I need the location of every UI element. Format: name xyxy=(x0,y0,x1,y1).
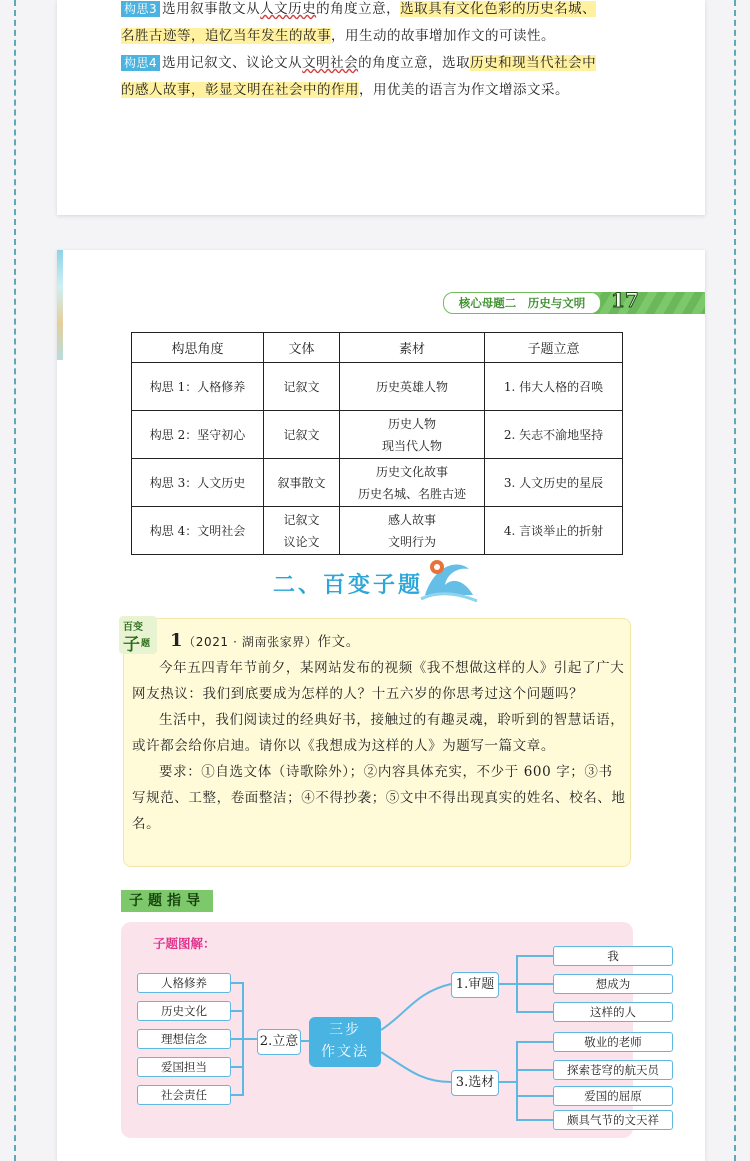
mind-map-node: 想成为 xyxy=(553,974,673,994)
question-text xyxy=(132,628,626,837)
table-row xyxy=(132,507,623,555)
text-segment: 选用叙事散文从 xyxy=(162,1,261,17)
table-cell-theme: 1. 伟大人格的召唤 xyxy=(485,363,623,411)
mind-map-label: 子题图解： xyxy=(153,936,216,951)
text-line xyxy=(121,23,651,50)
text-segment: ，用优美的语言为作文增添文采。 xyxy=(359,82,569,98)
highlighted-text: 名胜古迹等，追忆当年发生的故事 xyxy=(121,28,331,44)
table-cell-theme: 2. 矢志不渝地坚持 xyxy=(485,411,623,459)
table-cell-angle: 构思 2：坚守初心 xyxy=(132,411,264,459)
table-cell-theme: 4. 言谈举止的折射 xyxy=(485,507,623,555)
table-row xyxy=(132,363,623,411)
table-cell-material xyxy=(340,411,485,459)
branch-shenti: 1.审题 xyxy=(451,972,499,998)
cell-line: 记叙文 xyxy=(283,427,320,442)
question-paragraph: 今年五四青年节前夕，某网站发布的视频《我不想做这样的人》引起了广大网友热议：我们到底要成为怎样的人？十五六岁的你思考过这个问题吗？ xyxy=(132,660,625,702)
mind-map-node: 颇具气节的文天祥 xyxy=(553,1110,673,1130)
mind-map xyxy=(121,922,659,1138)
highlighted-text: 的感人故事，彰显文明在社会中的作用 xyxy=(121,82,359,98)
running-head-title: 核心母题二 历史与文明 xyxy=(443,292,601,314)
underlined-text: 人文历史 xyxy=(260,1,317,17)
table-cell-angle: 构思 3：人文历史 xyxy=(132,459,264,507)
concept-tag: 构思3 xyxy=(121,1,160,17)
question-number: 1 xyxy=(170,630,184,651)
table-cell-material xyxy=(340,507,485,555)
mind-map-node: 社会责任 xyxy=(137,1085,231,1105)
cell-line: 现当代人物 xyxy=(381,438,442,453)
badge-side: 题 xyxy=(141,639,151,649)
text-segment: 的角度立意，选取 xyxy=(358,55,471,71)
question-head-suffix: 作文。 xyxy=(317,634,360,650)
table-cell-material xyxy=(340,363,485,411)
question-head xyxy=(132,628,626,655)
wave-icon xyxy=(417,555,481,605)
mind-map-node: 探索苍穹的航天员 xyxy=(553,1060,673,1080)
table-header: 文体 xyxy=(264,333,340,363)
mind-map-node: 我 xyxy=(553,946,673,966)
table-row xyxy=(132,459,623,507)
cell-line: 议论文 xyxy=(283,534,320,549)
cell-line: 历史英雄人物 xyxy=(375,379,448,394)
previous-page xyxy=(57,0,705,215)
table-header: 素材 xyxy=(340,333,485,363)
highlighted-text: 历史和现当代社会中 xyxy=(470,55,597,71)
cell-line: 记叙文 xyxy=(283,512,320,527)
text-line xyxy=(121,77,651,104)
table-cell-style xyxy=(264,507,340,555)
table-cell-material xyxy=(340,459,485,507)
page-number: 17 xyxy=(611,288,639,312)
concept-tag: 构思4 xyxy=(121,55,160,71)
table-header: 子题立意 xyxy=(485,333,623,363)
section-title: 二、百变子题 xyxy=(273,573,424,598)
center-line: 作文法 xyxy=(321,1044,369,1060)
guide-label: 子题指导 xyxy=(121,890,213,912)
running-head xyxy=(443,290,705,316)
previous-page-text xyxy=(121,0,651,104)
table-cell-angle: 构思 4：文明社会 xyxy=(132,507,264,555)
decorative-strip xyxy=(57,250,63,360)
badge-top: 百变 xyxy=(123,622,143,633)
cell-line: 文明行为 xyxy=(387,534,436,549)
branch-xuancai: 3.选材 xyxy=(451,1070,499,1096)
text-segment: ，用生动的故事增加作文的可读性。 xyxy=(331,28,555,44)
mind-map-node: 爱国担当 xyxy=(137,1057,231,1077)
center-line: 三步 xyxy=(329,1022,361,1038)
table-row xyxy=(132,411,623,459)
table-header: 构思角度 xyxy=(132,333,264,363)
table-cell-style xyxy=(264,411,340,459)
mind-map-node: 敬业的老师 xyxy=(553,1032,673,1052)
question-source: （2021 · 湖南张家界） xyxy=(183,635,318,649)
mind-map-node: 爱国的屈原 xyxy=(553,1086,673,1106)
cell-line: 感人故事 xyxy=(387,512,436,527)
underlined-text: 文明社会 xyxy=(302,55,359,71)
mind-map-center xyxy=(309,1017,381,1067)
mind-map-node: 人格修养 xyxy=(137,973,231,993)
question-paragraph: 生活中，我们阅读过的经典好书，接触过的有趣灵魂，聆听到的智慧话语，或许都会给你启迪。请你以《我想成为这样的人》为题写一篇文章。 xyxy=(132,712,625,754)
left-dashed-border xyxy=(14,0,16,1161)
mind-map-node: 历史文化 xyxy=(137,1001,231,1021)
table-cell-style xyxy=(264,459,340,507)
mind-map-node: 理想信念 xyxy=(137,1029,231,1049)
question-paragraph: 要求：①自选文体（诗歌除外）；②内容具体充实，不少于 600 字；③书写规范、工整，卷面整洁；④不得抄袭；⑤文中不得出现真实的姓名、校名、地名。 xyxy=(132,764,626,832)
text-segment: 选用记叙文、议论文从 xyxy=(162,55,303,71)
text-segment: 的角度立意， xyxy=(316,1,401,17)
cell-line: 历史文化故事 xyxy=(375,464,448,479)
cell-line: 叙事散文 xyxy=(277,475,326,490)
concept-table xyxy=(131,332,623,555)
page-17 xyxy=(57,250,705,1161)
running-head-bar xyxy=(593,292,705,314)
text-line xyxy=(121,0,651,23)
cell-line: 记叙文 xyxy=(283,379,320,394)
right-dashed-border xyxy=(734,0,736,1161)
cell-line: 历史名城、名胜古迹 xyxy=(357,486,466,501)
table-cell-angle: 构思 1：人格修养 xyxy=(132,363,264,411)
branch-lizhi: 2.立意 xyxy=(257,1029,301,1055)
table-header-row xyxy=(132,333,623,363)
mind-map-node: 这样的人 xyxy=(553,1002,673,1022)
badge-main: 子 xyxy=(123,635,140,655)
text-line xyxy=(121,50,651,77)
question-box xyxy=(123,618,631,867)
table-cell-style xyxy=(264,363,340,411)
table-cell-theme: 3. 人文历史的星辰 xyxy=(485,459,623,507)
highlighted-text: 选取具有文化色彩的历史名城、 xyxy=(400,1,597,17)
cell-line: 历史人物 xyxy=(387,416,436,431)
